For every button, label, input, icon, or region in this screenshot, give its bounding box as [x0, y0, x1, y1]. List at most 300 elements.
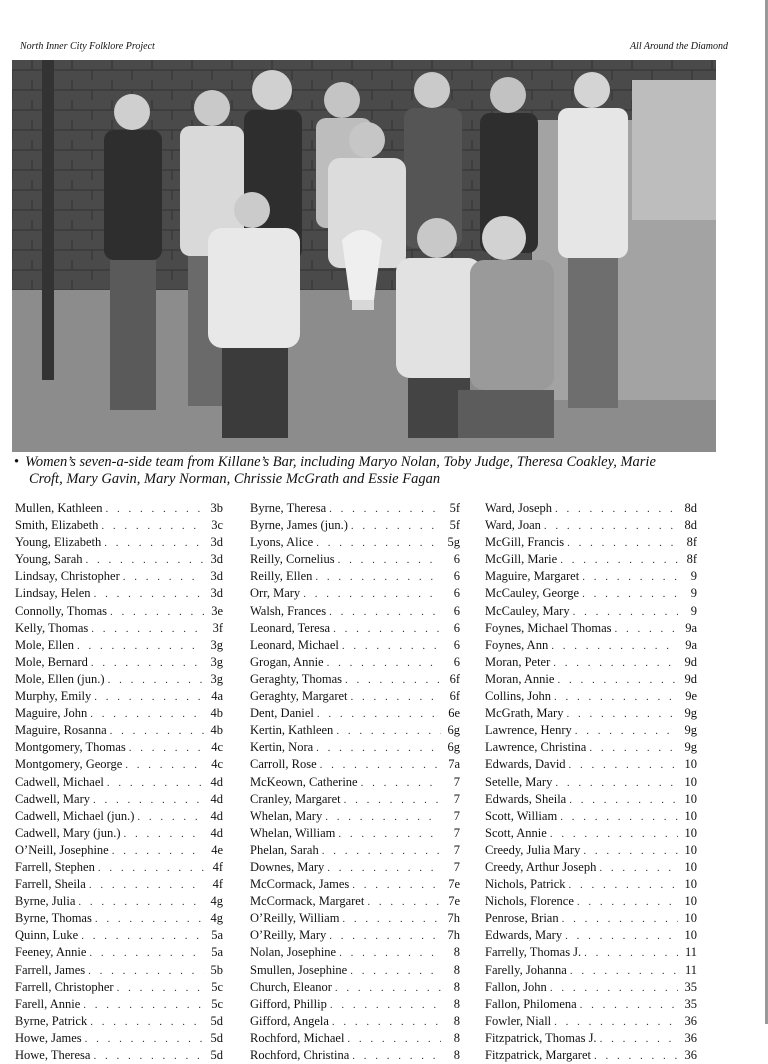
dot-leader [345, 672, 441, 688]
entry-code: 5c [211, 979, 223, 994]
dot-leader [550, 980, 678, 996]
entry-code: 7 [453, 842, 460, 857]
index-entry [15, 517, 223, 534]
dot-leader [342, 911, 441, 927]
entry-code: 9a [685, 620, 697, 635]
entry-code: 7 [453, 808, 460, 823]
index-entry [15, 774, 223, 791]
dot-leader [569, 792, 678, 808]
entry-name: Carroll, Rose [250, 757, 317, 772]
index-entry [485, 568, 697, 585]
index-entry [15, 722, 223, 739]
caption-line-2: Croft, Mary Gavin, Mary Norman, Chrissie McGrath and Essie Fagan [29, 471, 441, 487]
entry-code: 6f [449, 689, 460, 704]
index-entry [250, 705, 460, 722]
entry-name: McCauley, Mary [485, 603, 570, 618]
index-entry [15, 739, 223, 756]
entry-code: 4c [211, 740, 223, 755]
entry-code: 8f [686, 535, 697, 550]
entry-code: 10 [684, 825, 697, 840]
entry-name: Murphy, Emily [15, 689, 92, 704]
entry-name: Farrelly, Thomas J. [485, 945, 582, 960]
entry-code: 35 [684, 979, 697, 994]
entry-name: Whelan, William [250, 825, 336, 840]
entry-name: Collins, John [485, 689, 551, 704]
entry-code: 8 [453, 945, 460, 960]
photo-caption [14, 454, 734, 488]
entry-name: Cadwell, Michael (jun.) [15, 808, 135, 823]
dot-leader [320, 757, 441, 773]
index-entry [250, 603, 460, 620]
entry-code: 8 [453, 979, 460, 994]
dot-leader [95, 911, 204, 927]
index-entry [485, 654, 697, 671]
index-entry [485, 859, 697, 876]
dot-leader [107, 775, 204, 791]
entry-name: O’Neill, Josephine [15, 842, 109, 857]
dot-leader [91, 655, 204, 671]
entry-code: 4g [210, 911, 223, 926]
entry-code: 5d [210, 1048, 223, 1062]
index-entry [15, 500, 223, 517]
entry-name: McCormack, James [250, 877, 350, 892]
entry-code: 5d [210, 1030, 223, 1045]
dot-leader [550, 826, 678, 842]
entry-name: Cranley, Margaret [250, 791, 341, 806]
index-entry [485, 876, 697, 893]
entry-name: Byrne, Thomas [15, 911, 92, 926]
dot-leader [110, 723, 204, 739]
index-entry [15, 585, 223, 602]
entry-name: Byrne, James (jun.) [250, 518, 348, 533]
dot-leader [105, 501, 204, 517]
entry-code: 3d [210, 535, 223, 550]
index-entry [485, 979, 697, 996]
index-entry [250, 944, 460, 961]
dot-leader [129, 740, 204, 756]
entry-code: 36 [684, 1048, 697, 1062]
entry-name: McCormack, Margaret [250, 894, 365, 909]
entry-name: Lawrence, Henry [485, 723, 572, 738]
index-entry [485, 910, 697, 927]
dot-leader [85, 1031, 204, 1047]
entry-code: 6 [453, 603, 460, 618]
dot-leader [322, 843, 441, 859]
dot-leader [352, 877, 441, 893]
entry-code: 10 [684, 859, 697, 874]
entry-name: Lawrence, Christina [485, 740, 587, 755]
index-entry [15, 637, 223, 654]
dot-leader [117, 980, 204, 996]
dot-leader [560, 809, 678, 825]
entry-name: Setelle, Mary [485, 774, 553, 789]
entry-name: Moran, Annie [485, 671, 555, 686]
dot-leader [327, 860, 441, 876]
entry-name: Lindsay, Helen [15, 586, 91, 601]
entry-name: Farrell, James [15, 962, 86, 977]
dot-leader [81, 928, 204, 944]
entry-name: Byrne, Patrick [15, 1013, 88, 1028]
entry-code: 10 [684, 791, 697, 806]
entry-code: 9e [685, 689, 697, 704]
index-entry [485, 927, 697, 944]
entry-code: 3g [210, 654, 223, 669]
dot-leader [336, 723, 441, 739]
entry-code: 6g [447, 723, 460, 738]
entry-code: 4d [210, 808, 223, 823]
entry-code: 5b [210, 962, 223, 977]
entry-name: Reilly, Ellen [250, 569, 313, 584]
entry-name: Mullen, Kathleen [15, 501, 103, 515]
entry-name: Farrell, Christopher [15, 979, 114, 994]
dot-leader [124, 826, 204, 842]
entry-code: 3d [210, 552, 223, 567]
entry-code: 4a [211, 689, 223, 704]
index-entry [485, 500, 697, 517]
entry-code: 6e [448, 706, 460, 721]
index-entry [250, 500, 460, 517]
entry-code: 35 [684, 996, 697, 1011]
dot-leader [125, 757, 204, 773]
index-entry [485, 551, 697, 568]
index-entry [485, 944, 697, 961]
index-entry [485, 603, 697, 620]
entry-code: 5f [449, 518, 460, 533]
entry-name: Farrell, Sheila [15, 877, 86, 892]
entry-name: Edwards, Mary [485, 928, 563, 943]
entry-code: 7h [447, 928, 460, 943]
entry-name: Walsh, Frances [250, 603, 327, 618]
index-entry [250, 517, 460, 534]
entry-code: 10 [684, 877, 697, 892]
entry-name: Grogan, Annie [250, 654, 324, 669]
entry-name: Moran, Peter [485, 654, 551, 669]
entry-code: 11 [684, 962, 697, 977]
index-entry [250, 688, 460, 705]
entry-code: 10 [684, 911, 697, 926]
entry-name: Maguire, Rosanna [15, 723, 107, 738]
entry-name: Penrose, Brian [485, 911, 559, 926]
index-entry [15, 620, 223, 637]
entry-code: 36 [684, 1013, 697, 1028]
entry-code: 4b [210, 723, 223, 738]
dot-leader [339, 945, 441, 961]
index-entry [15, 1047, 223, 1064]
entry-name: Cadwell, Mary (jun.) [15, 825, 121, 840]
entry-name: Kertin, Nora [250, 740, 314, 755]
dot-leader [350, 963, 441, 979]
entry-name: Connolly, Thomas [15, 603, 108, 618]
entry-code: 9 [690, 569, 697, 584]
entry-name: Orr, Mary [250, 586, 301, 601]
entry-code: 10 [684, 808, 697, 823]
index-entry [485, 893, 697, 910]
entry-code: 7 [453, 825, 460, 840]
index-entry [250, 722, 460, 739]
index-entry [15, 979, 223, 996]
entry-name: Ward, Joseph [485, 501, 553, 515]
entry-name: Maguire, Margaret [485, 569, 580, 584]
index-entry [250, 585, 460, 602]
entry-name: Foynes, Ann [485, 637, 549, 652]
entry-code: 9d [684, 671, 697, 686]
index-entry [250, 876, 460, 893]
entry-code: 4g [210, 894, 223, 909]
dot-leader [367, 894, 441, 910]
index-entry [485, 517, 697, 534]
index-entry [485, 1047, 697, 1064]
dot-leader [573, 604, 678, 620]
entry-name: Kertin, Kathleen [250, 723, 334, 738]
dot-leader [137, 809, 204, 825]
entry-code: 6 [453, 637, 460, 652]
index-entry [15, 893, 223, 910]
entry-code: 6f [449, 671, 460, 686]
dot-leader [338, 552, 441, 568]
entry-code: 6 [453, 654, 460, 669]
entry-code: 7a [448, 757, 460, 772]
entry-name: Byrne, Theresa [250, 501, 327, 515]
entry-name: Whelan, Mary [250, 808, 323, 823]
entry-name: Downes, Mary [250, 859, 325, 874]
entry-code: 6 [453, 620, 460, 635]
entry-code: 7 [453, 791, 460, 806]
entry-code: 9g [684, 706, 697, 721]
dot-leader [615, 621, 679, 637]
index-entry [15, 876, 223, 893]
entry-code: 10 [684, 757, 697, 772]
entry-code: 4e [211, 842, 223, 857]
index-entry [250, 979, 460, 996]
entry-code: 3e [211, 603, 223, 618]
entry-code: 8 [453, 1048, 460, 1062]
dot-leader [544, 518, 678, 534]
index-entry [250, 534, 460, 551]
index-entry [250, 927, 460, 944]
dot-leader [554, 1014, 678, 1030]
entry-code: 5d [210, 1013, 223, 1028]
dot-leader [108, 672, 204, 688]
index-entry [250, 791, 460, 808]
entry-name: Foynes, Michael Thomas [485, 620, 612, 635]
entry-name: Farelly, Johanna [485, 962, 567, 977]
entry-code: 9d [684, 654, 697, 669]
entry-code: 8f [686, 552, 697, 567]
index-entry [250, 1013, 460, 1030]
entry-name: Edwards, David [485, 757, 566, 772]
entry-code: 9a [685, 637, 697, 652]
index-entry [485, 722, 697, 739]
entry-code: 6 [453, 586, 460, 601]
dot-leader [562, 911, 678, 927]
dot-leader [567, 535, 678, 551]
index-entry [485, 637, 697, 654]
entry-code: 3g [210, 637, 223, 652]
entry-code: 10 [684, 774, 697, 789]
dot-leader [584, 945, 678, 961]
entry-code: 3b [210, 501, 223, 515]
entry-name: Creedy, Julia Mary [485, 842, 581, 857]
index-entry [250, 910, 460, 927]
entry-name: Fowler, Niall [485, 1013, 552, 1028]
index-entry [250, 620, 460, 637]
entry-code: 5a [211, 928, 223, 943]
dot-leader [329, 604, 441, 620]
entry-name: Cadwell, Mary [15, 791, 90, 806]
index-entry [485, 842, 697, 859]
dot-leader [569, 757, 678, 773]
entry-code: 4d [210, 825, 223, 840]
entry-code: 6 [453, 569, 460, 584]
entry-code: 3c [211, 518, 223, 533]
entry-name: Dent, Daniel [250, 706, 314, 721]
dot-leader [555, 775, 678, 791]
entry-name: Maguire, John [15, 706, 88, 721]
index-entry [250, 551, 460, 568]
index-entry [15, 551, 223, 568]
entry-name: Kelly, Thomas [15, 620, 89, 635]
entry-name: Montgomery, Thomas [15, 740, 126, 755]
entry-name: Young, Sarah [15, 552, 83, 567]
dot-leader [317, 706, 441, 722]
entry-name: O’Reilly, William [250, 911, 340, 926]
entry-name: Fitzpatrick, Thomas J. [485, 1030, 597, 1045]
entry-name: Mole, Ellen [15, 637, 75, 652]
entry-code: 5g [447, 535, 460, 550]
entry-name: Cadwell, Michael [15, 774, 104, 789]
index-entry [250, 825, 460, 842]
entry-code: 3f [212, 620, 223, 635]
dot-leader [575, 723, 678, 739]
entry-code: 8 [453, 996, 460, 1011]
entry-code: 5a [211, 945, 223, 960]
index-entry [15, 671, 223, 688]
entry-name: Edwards, Sheila [485, 791, 567, 806]
dot-leader [352, 1048, 441, 1064]
index-entry [15, 791, 223, 808]
entry-code: 7h [447, 911, 460, 926]
entry-name: Nichols, Florence [485, 894, 574, 909]
index-entry [485, 808, 697, 825]
index-entry [485, 585, 697, 602]
entry-name: Montgomery, George [15, 757, 123, 772]
index-entry [15, 927, 223, 944]
dot-leader [551, 638, 678, 654]
entry-code: 6g [447, 740, 460, 755]
entry-code: 8d [684, 501, 697, 515]
dot-leader [555, 501, 678, 517]
entry-name: Leonard, Teresa [250, 620, 331, 635]
dot-leader [316, 740, 441, 756]
dot-leader [93, 792, 204, 808]
index-entry [15, 859, 223, 876]
dot-leader [110, 604, 204, 620]
entry-name: Nolan, Josephine [250, 945, 337, 960]
entry-name: Quinn, Luke [15, 928, 79, 943]
entry-code: 9g [684, 740, 697, 755]
entry-name: Farell, Annie [15, 996, 81, 1011]
entry-name: Farrell, Stephen [15, 859, 95, 874]
dot-leader [599, 860, 678, 876]
dot-leader [91, 621, 204, 637]
dot-leader [327, 655, 441, 671]
caption-line-1: Women’s seven-a-side team from Killane’s Bar, including Maryo Nolan, Toby Judge, Theresa Coakley, Marie [25, 454, 656, 470]
entry-code: 7e [448, 894, 460, 909]
entry-code: 8 [453, 1030, 460, 1045]
dot-leader [569, 877, 678, 893]
index-entry [15, 534, 223, 551]
entry-code: 4f [212, 859, 223, 874]
index-entry [250, 654, 460, 671]
dot-leader [344, 792, 441, 808]
dot-leader [94, 689, 204, 705]
index-entry [485, 534, 697, 551]
dot-leader [580, 997, 678, 1013]
entry-name: Scott, William [485, 808, 558, 823]
name-index-column-3 [485, 500, 697, 1064]
entry-name: McCauley, George [485, 586, 580, 601]
entry-name: Reilly, Cornelius [250, 552, 335, 567]
index-entry [250, 1047, 460, 1064]
entry-name: Lindsay, Christopher [15, 569, 120, 584]
dot-leader [101, 518, 204, 534]
dot-leader [93, 1048, 204, 1064]
dot-leader [123, 569, 204, 585]
entry-code: 5c [211, 996, 223, 1011]
photo-illustration [12, 60, 716, 452]
index-entry [485, 825, 697, 842]
dot-leader [303, 586, 441, 602]
entry-name: Byrne, Julia [15, 894, 76, 909]
dot-leader [577, 894, 678, 910]
entry-name: Young, Elizabeth [15, 535, 102, 550]
dot-leader [557, 672, 678, 688]
dot-leader [89, 877, 204, 893]
entry-name: Smith, Elizabeth [15, 518, 99, 533]
dot-leader [554, 689, 678, 705]
index-entry [15, 568, 223, 585]
entry-name: Smullen, Josephine [250, 962, 348, 977]
dot-leader [553, 655, 678, 671]
entry-name: Creedy, Arthur Joseph [485, 859, 597, 874]
dot-leader [335, 980, 441, 996]
entry-code: 5f [449, 501, 460, 515]
entry-name: Ward, Joan [485, 518, 541, 533]
index-entry [250, 808, 460, 825]
dot-leader [94, 586, 204, 602]
entry-name: Lyons, Alice [250, 535, 314, 550]
index-entry [15, 944, 223, 961]
entry-name: O’Reilly, Mary [250, 928, 327, 943]
index-entry [15, 808, 223, 825]
index-entry [15, 842, 223, 859]
entry-code: 7e [448, 877, 460, 892]
entry-code: 8 [453, 1013, 460, 1028]
dot-leader [325, 809, 441, 825]
caption-bullet: • [14, 454, 20, 470]
index-entry [485, 671, 697, 688]
entry-name: Mole, Ellen (jun.) [15, 671, 105, 686]
entry-code: 4d [210, 774, 223, 789]
entry-code: 7 [453, 774, 460, 789]
dot-leader [104, 535, 204, 551]
index-entry [250, 756, 460, 773]
entry-name: McGrath, Mary [485, 706, 564, 721]
entry-name: Fallon, Philomena [485, 996, 577, 1011]
index-entry [250, 774, 460, 791]
entry-name: Gifford, Phillip [250, 996, 327, 1011]
dot-leader [330, 997, 441, 1013]
